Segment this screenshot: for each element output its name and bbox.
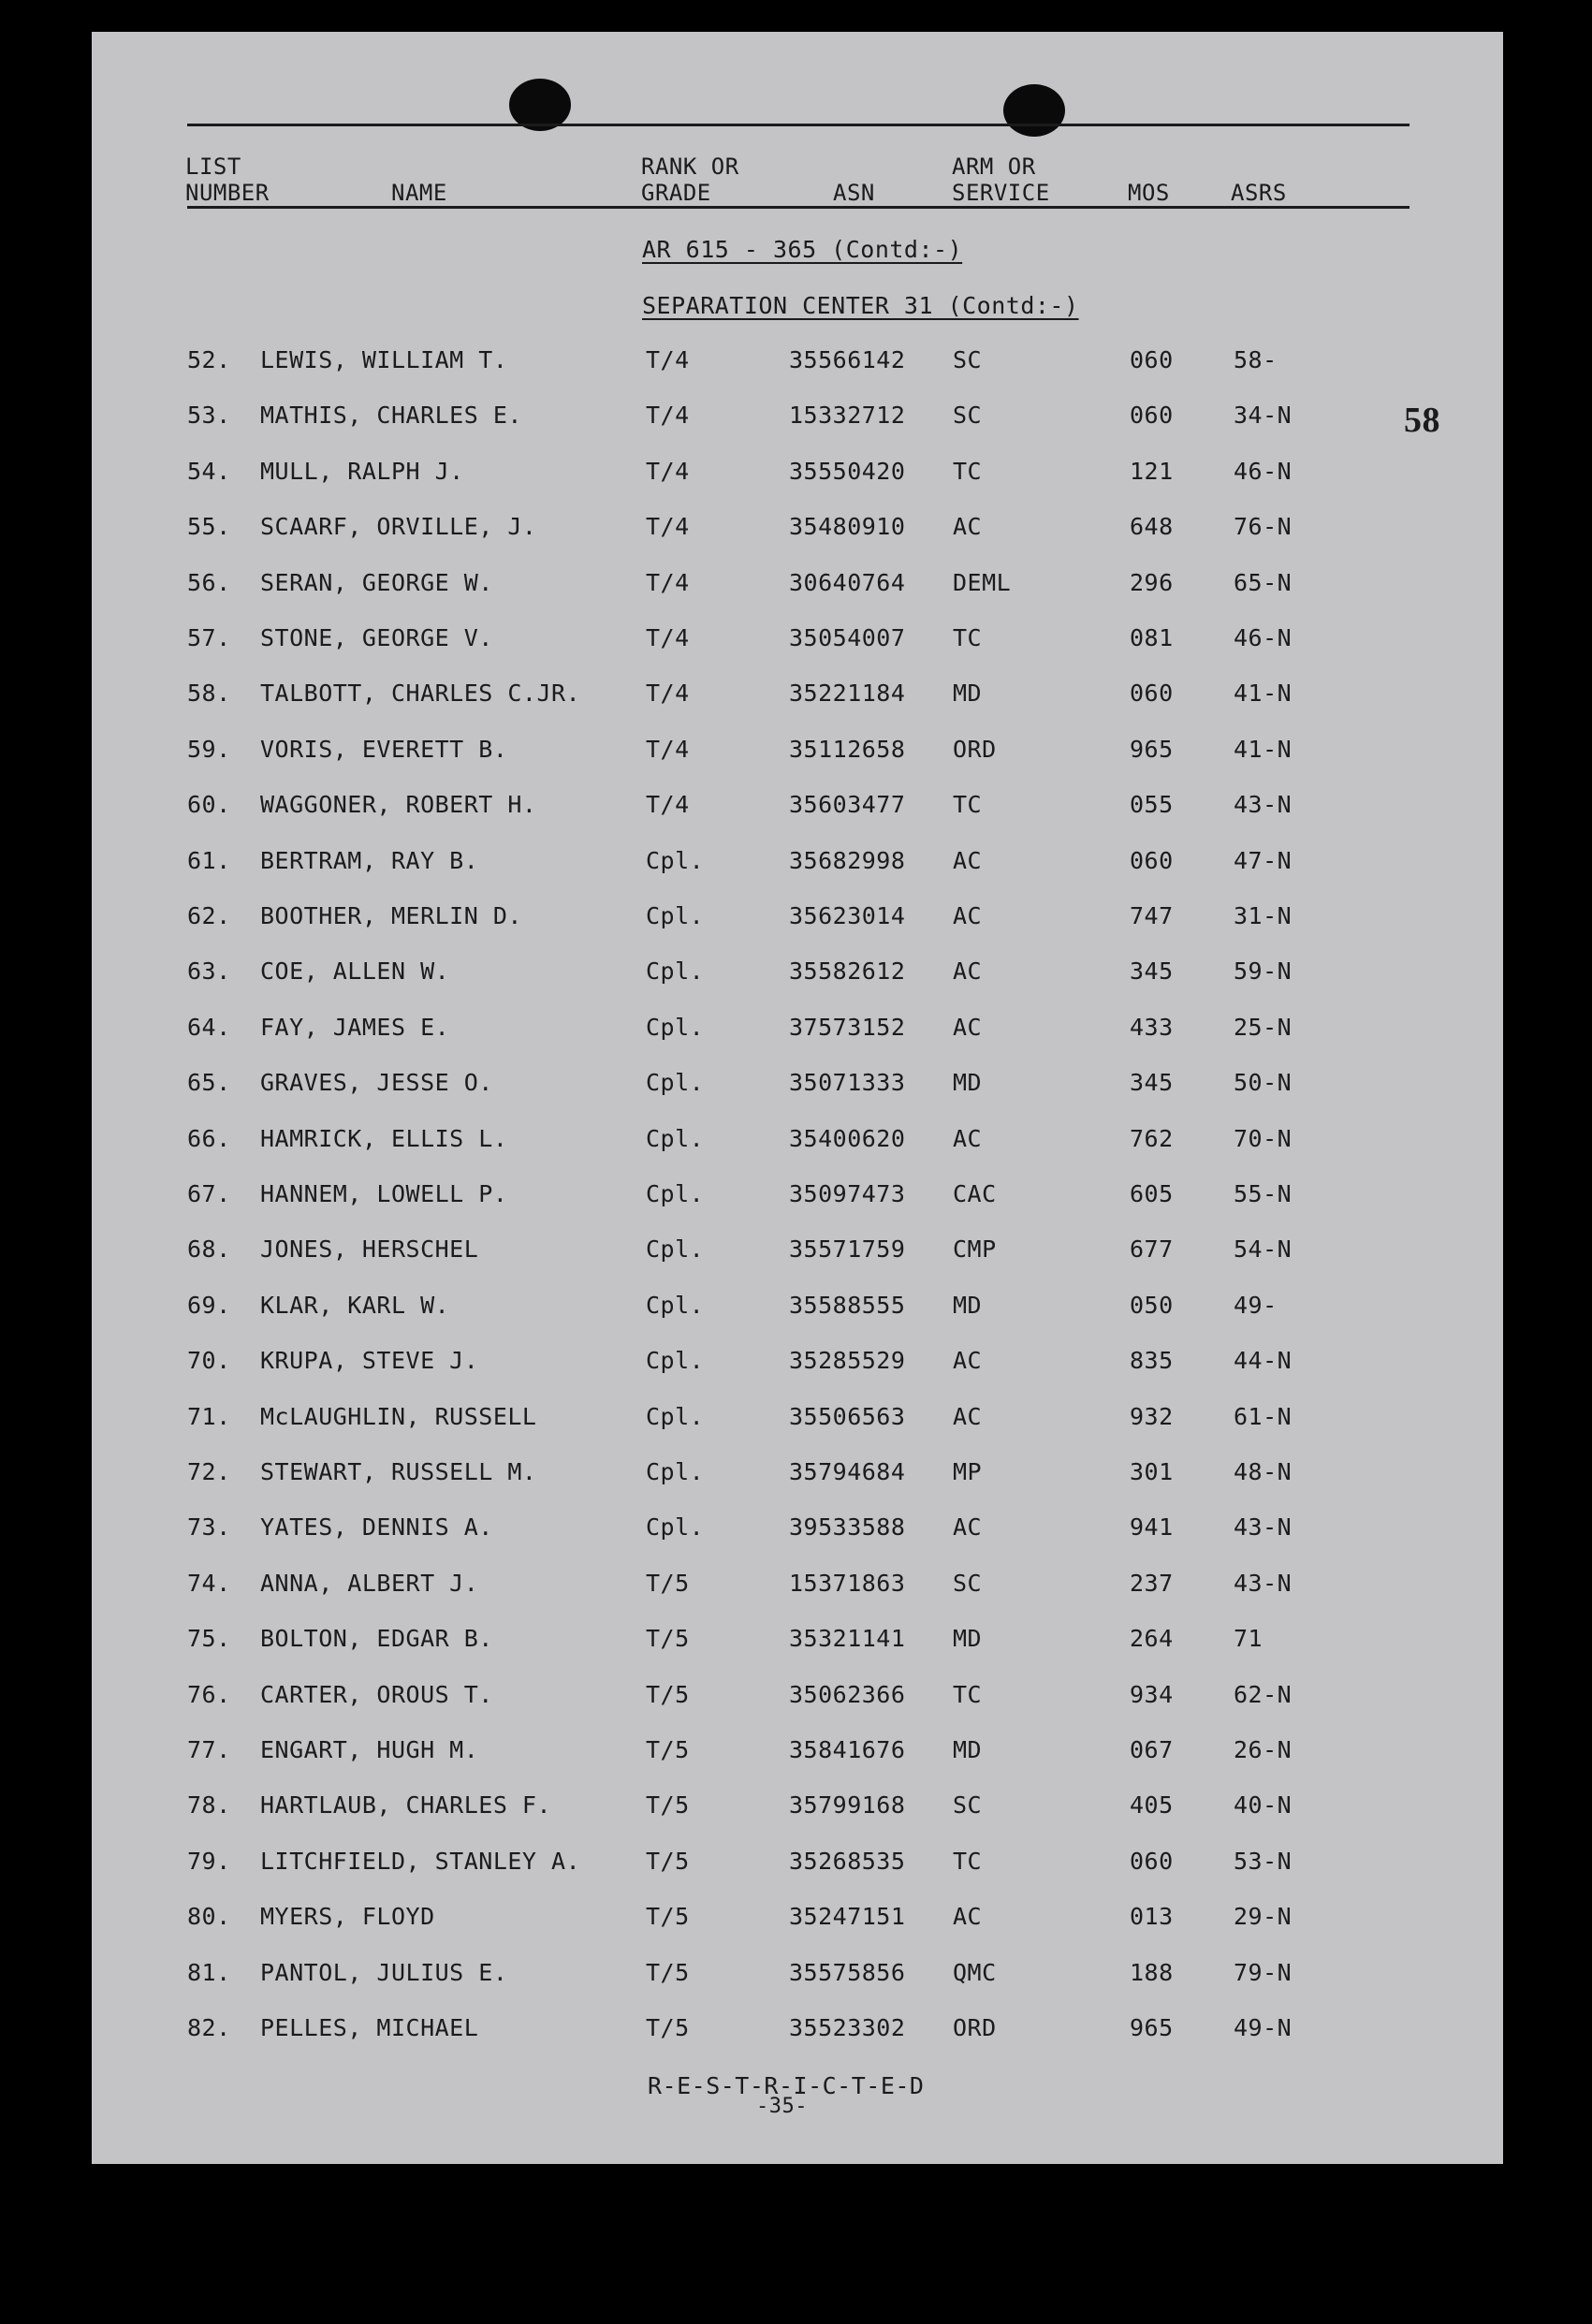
asrs-cell: 29-N <box>1234 1903 1293 1931</box>
asrs-cell: 41-N <box>1234 680 1293 708</box>
list-number-cell: 57. <box>187 624 231 651</box>
list-number-cell: 63. <box>187 957 231 986</box>
mos-cell: 121 <box>1130 457 1174 485</box>
table-row <box>0 1676 1592 1714</box>
rank-grade-cell: T/5 <box>646 1736 690 1763</box>
table-row <box>0 2010 1592 2047</box>
mos-cell: 345 <box>1130 1069 1174 1097</box>
list-number-cell: 71. <box>187 1402 231 1430</box>
list-number-cell: 74. <box>187 1569 231 1597</box>
asn-cell: 35682998 <box>789 846 906 874</box>
list-number-cell: 68. <box>187 1235 231 1264</box>
arm-service-cell: SC <box>953 1791 983 1820</box>
asn-cell: 35268535 <box>789 1847 906 1875</box>
table-row <box>0 1454 1592 1491</box>
table-row <box>0 898 1592 935</box>
mos-cell: 050 <box>1130 1291 1174 1319</box>
rank-grade-cell: Cpl. <box>646 1458 705 1485</box>
mos-cell: 081 <box>1130 624 1174 651</box>
list-number-cell: 67. <box>187 1180 231 1207</box>
asn-cell: 35523302 <box>789 2014 906 2041</box>
member-name-cell: MATHIS, CHARLES E. <box>260 402 522 430</box>
table-row <box>0 453 1592 490</box>
rank-grade-cell: T/5 <box>646 1569 690 1597</box>
member-name-cell: KRUPA, STEVE J. <box>260 1347 479 1375</box>
arm-service-cell: TC <box>953 1680 983 1708</box>
table-row <box>0 1287 1592 1324</box>
asrs-cell: 48-N <box>1234 1458 1293 1485</box>
table-row <box>0 953 1592 990</box>
member-name-cell: STEWART, RUSSELL M. <box>260 1458 537 1485</box>
member-name-cell: FAY, JAMES E. <box>260 1013 450 1041</box>
asrs-cell: 34-N <box>1234 402 1293 430</box>
list-number-cell: 58. <box>187 680 231 708</box>
rank-grade-cell: T/5 <box>646 2014 690 2041</box>
arm-service-cell: SC <box>953 402 983 430</box>
asrs-cell: 40-N <box>1234 1791 1293 1820</box>
rank-grade-cell: T/5 <box>646 1625 690 1653</box>
table-row <box>0 1787 1592 1824</box>
rank-grade-cell: T/5 <box>646 1791 690 1820</box>
asn-cell: 35054007 <box>789 624 906 651</box>
mos-cell: 965 <box>1130 2014 1174 2041</box>
list-number-cell: 75. <box>187 1625 231 1653</box>
table-row <box>0 1064 1592 1102</box>
arm-service-cell: AC <box>953 1013 983 1041</box>
member-name-cell: McLAUGHLIN, RUSSELL <box>260 1402 537 1430</box>
asn-cell: 35582612 <box>789 957 906 986</box>
list-number-cell: 79. <box>187 1847 231 1875</box>
list-number-cell: 76. <box>187 1680 231 1708</box>
asn-cell: 35794684 <box>789 1458 906 1485</box>
asn-cell: 35071333 <box>789 1069 906 1097</box>
asrs-cell: 76-N <box>1234 513 1293 541</box>
asrs-cell: 46-N <box>1234 457 1293 485</box>
table-row <box>0 1732 1592 1769</box>
asrs-cell: 44-N <box>1234 1347 1293 1375</box>
asn-cell: 35247151 <box>789 1903 906 1931</box>
rank-grade-cell: Cpl. <box>646 1013 705 1041</box>
table-row <box>0 1398 1592 1436</box>
asn-cell: 35221184 <box>789 680 906 708</box>
rank-grade-cell: Cpl. <box>646 1402 705 1430</box>
asrs-cell: 62-N <box>1234 1680 1293 1708</box>
table-row <box>0 1120 1592 1158</box>
asrs-cell: 41-N <box>1234 735 1293 763</box>
arm-service-cell: DEML <box>953 568 1012 596</box>
asn-cell: 35506563 <box>789 1402 906 1430</box>
mos-cell: 934 <box>1130 1680 1174 1708</box>
table-row <box>0 1843 1592 1880</box>
asrs-cell: 54-N <box>1234 1235 1293 1264</box>
mos-cell: 067 <box>1130 1736 1174 1763</box>
mos-cell: 060 <box>1130 680 1174 708</box>
list-number-cell: 54. <box>187 457 231 485</box>
list-number-cell: 70. <box>187 1347 231 1375</box>
arm-service-cell: ORD <box>953 735 997 763</box>
table-row <box>0 1509 1592 1546</box>
rank-grade-cell: T/5 <box>646 1958 690 1986</box>
asn-cell: 35841676 <box>789 1736 906 1763</box>
asn-cell: 35588555 <box>789 1291 906 1319</box>
mos-cell: 762 <box>1130 1124 1174 1152</box>
member-name-cell: PANTOL, JULIUS E. <box>260 1958 508 1986</box>
asn-cell: 37573152 <box>789 1013 906 1041</box>
member-name-cell: VORIS, EVERETT B. <box>260 735 508 763</box>
arm-service-cell: AC <box>953 1124 983 1152</box>
rank-grade-cell: T/4 <box>646 457 690 485</box>
regulation-heading: AR 615 - 365 (Contd:-) <box>642 236 963 263</box>
asrs-cell: 50-N <box>1234 1069 1293 1097</box>
asrs-cell: 26-N <box>1234 1736 1293 1763</box>
arm-service-cell: CAC <box>953 1180 997 1207</box>
arm-service-cell: AC <box>953 1513 983 1542</box>
table-row <box>0 675 1592 712</box>
top-rule <box>187 124 1409 126</box>
member-name-cell: HARTLAUB, CHARLES F. <box>260 1791 552 1820</box>
header-list: LIST <box>185 153 241 180</box>
list-number-cell: 81. <box>187 1958 231 1986</box>
list-number-cell: 64. <box>187 1013 231 1041</box>
member-name-cell: YATES, DENNIS A. <box>260 1513 493 1542</box>
asrs-cell: 65-N <box>1234 568 1293 596</box>
rank-grade-cell: T/4 <box>646 624 690 651</box>
arm-service-cell: AC <box>953 902 983 929</box>
member-name-cell: ENGART, HUGH M. <box>260 1736 479 1763</box>
member-name-cell: SCAARF, ORVILLE, J. <box>260 513 537 541</box>
rank-grade-cell: Cpl. <box>646 1291 705 1319</box>
restricted-footer: R-E-S-T-R-I-C-T-E-D <box>648 2072 925 2099</box>
arm-service-cell: TC <box>953 624 983 651</box>
member-name-cell: STONE, GEORGE V. <box>260 624 493 651</box>
rank-grade-cell: T/4 <box>646 513 690 541</box>
table-row <box>0 508 1592 546</box>
asn-cell: 35799168 <box>789 1791 906 1820</box>
asn-cell: 35112658 <box>789 735 906 763</box>
mos-cell: 345 <box>1130 957 1174 986</box>
rank-grade-cell: Cpl. <box>646 1180 705 1207</box>
list-number-cell: 82. <box>187 2014 231 2041</box>
list-number-cell: 60. <box>187 791 231 819</box>
mos-cell: 013 <box>1130 1903 1174 1931</box>
page-number-footer: -35- <box>756 2095 808 2118</box>
list-number-cell: 56. <box>187 568 231 596</box>
mos-cell: 237 <box>1130 1569 1174 1597</box>
mos-cell: 747 <box>1130 902 1174 929</box>
punch-hole-right <box>1003 84 1065 137</box>
asn-cell: 35400620 <box>789 1124 906 1152</box>
mos-cell: 055 <box>1130 791 1174 819</box>
mos-cell: 296 <box>1130 568 1174 596</box>
rank-grade-cell: Cpl. <box>646 902 705 929</box>
header-rule <box>187 206 1409 209</box>
header-arm: ARM OR <box>952 153 1036 180</box>
asrs-cell: 43-N <box>1234 1513 1293 1542</box>
member-name-cell: PELLES, MICHAEL <box>260 2014 479 2041</box>
member-name-cell: JONES, HERSCHEL <box>260 1235 479 1264</box>
list-number-cell: 72. <box>187 1458 231 1485</box>
separation-center-heading: SEPARATION CENTER 31 (Contd:-) <box>642 292 1079 319</box>
header-grade: GRADE <box>641 180 711 206</box>
rank-grade-cell: T/5 <box>646 1903 690 1931</box>
header-mos: MOS <box>1128 180 1170 206</box>
rank-grade-cell: Cpl. <box>646 1235 705 1264</box>
arm-service-cell: MD <box>953 680 983 708</box>
table-row <box>0 842 1592 880</box>
member-name-cell: HANNEM, LOWELL P. <box>260 1180 508 1207</box>
arm-service-cell: MD <box>953 1069 983 1097</box>
member-name-cell: BERTRAM, RAY B. <box>260 846 479 874</box>
table-row <box>0 620 1592 657</box>
arm-service-cell: AC <box>953 1402 983 1430</box>
mos-cell: 965 <box>1130 735 1174 763</box>
member-name-cell: KLAR, KARL W. <box>260 1291 450 1319</box>
mos-cell: 060 <box>1130 402 1174 430</box>
asn-cell: 35603477 <box>789 791 906 819</box>
table-row <box>0 397 1592 434</box>
asrs-cell: 71 <box>1234 1625 1263 1653</box>
list-number-cell: 78. <box>187 1791 231 1820</box>
table-row <box>0 1898 1592 1936</box>
table-row <box>0 1954 1592 1992</box>
list-number-cell: 66. <box>187 1124 231 1152</box>
header-number: NUMBER <box>185 180 270 206</box>
mos-cell: 433 <box>1130 1013 1174 1041</box>
list-number-cell: 53. <box>187 402 231 430</box>
member-name-cell: BOLTON, EDGAR B. <box>260 1625 493 1653</box>
arm-service-cell: MP <box>953 1458 983 1485</box>
mos-cell: 188 <box>1130 1958 1174 1986</box>
asrs-cell: 47-N <box>1234 846 1293 874</box>
asrs-cell: 70-N <box>1234 1124 1293 1152</box>
asn-cell: 35566142 <box>789 346 906 373</box>
asn-cell: 35321141 <box>789 1625 906 1653</box>
asn-cell: 35550420 <box>789 457 906 485</box>
member-name-cell: CARTER, OROUS T. <box>260 1680 493 1708</box>
rank-grade-cell: Cpl. <box>646 1347 705 1375</box>
arm-service-cell: MD <box>953 1736 983 1763</box>
arm-service-cell: AC <box>953 957 983 986</box>
arm-service-cell: AC <box>953 1903 983 1931</box>
member-name-cell: WAGGONER, ROBERT H. <box>260 791 537 819</box>
list-number-cell: 73. <box>187 1513 231 1542</box>
member-name-cell: COE, ALLEN W. <box>260 957 450 986</box>
asrs-cell: 49-N <box>1234 2014 1293 2041</box>
mos-cell: 060 <box>1130 1847 1174 1875</box>
table-row <box>0 1620 1592 1658</box>
rank-grade-cell: Cpl. <box>646 1513 705 1542</box>
asrs-cell: 46-N <box>1234 624 1293 651</box>
asn-cell: 35575856 <box>789 1958 906 1986</box>
asrs-cell: 31-N <box>1234 902 1293 929</box>
arm-service-cell: SC <box>953 1569 983 1597</box>
rank-grade-cell: Cpl. <box>646 846 705 874</box>
asrs-cell: 58- <box>1234 346 1278 373</box>
asrs-cell: 49- <box>1234 1291 1278 1319</box>
member-name-cell: LEWIS, WILLIAM T. <box>260 346 508 373</box>
margin-page-number: 58 <box>1404 401 1440 440</box>
rank-grade-cell: T/4 <box>646 735 690 763</box>
member-name-cell: HAMRICK, ELLIS L. <box>260 1124 508 1152</box>
rank-grade-cell: T/5 <box>646 1847 690 1875</box>
mos-cell: 605 <box>1130 1180 1174 1207</box>
header-asrs: ASRS <box>1231 180 1287 206</box>
arm-service-cell: AC <box>953 1347 983 1375</box>
table-row <box>0 564 1592 602</box>
rank-grade-cell: T/4 <box>646 791 690 819</box>
arm-service-cell: AC <box>953 846 983 874</box>
rank-grade-cell: T/5 <box>646 1680 690 1708</box>
list-number-cell: 65. <box>187 1069 231 1097</box>
rank-grade-cell: Cpl. <box>646 957 705 986</box>
table-row <box>0 786 1592 824</box>
asn-cell: 15371863 <box>789 1569 906 1597</box>
mos-cell: 301 <box>1130 1458 1174 1485</box>
member-name-cell: MYERS, FLOYD <box>260 1903 435 1931</box>
rank-grade-cell: T/4 <box>646 568 690 596</box>
asn-cell: 35285529 <box>789 1347 906 1375</box>
asn-cell: 35480910 <box>789 513 906 541</box>
asrs-cell: 61-N <box>1234 1402 1293 1430</box>
mos-cell: 060 <box>1130 846 1174 874</box>
arm-service-cell: AC <box>953 513 983 541</box>
asn-cell: 30640764 <box>789 568 906 596</box>
mos-cell: 060 <box>1130 346 1174 373</box>
asn-cell: 35623014 <box>789 902 906 929</box>
member-name-cell: LITCHFIELD, STANLEY A. <box>260 1847 581 1875</box>
mos-cell: 648 <box>1130 513 1174 541</box>
mos-cell: 405 <box>1130 1791 1174 1820</box>
arm-service-cell: QMC <box>953 1958 997 1986</box>
list-number-cell: 69. <box>187 1291 231 1319</box>
mos-cell: 932 <box>1130 1402 1174 1430</box>
rank-grade-cell: T/4 <box>646 680 690 708</box>
asrs-cell: 59-N <box>1234 957 1293 986</box>
arm-service-cell: MD <box>953 1291 983 1319</box>
asn-cell: 35062366 <box>789 1680 906 1708</box>
asn-cell: 35571759 <box>789 1235 906 1264</box>
member-name-cell: ANNA, ALBERT J. <box>260 1569 479 1597</box>
list-number-cell: 59. <box>187 735 231 763</box>
member-name-cell: TALBOTT, CHARLES C.JR. <box>260 680 581 708</box>
rank-grade-cell: T/4 <box>646 402 690 430</box>
arm-service-cell: TC <box>953 791 983 819</box>
mos-cell: 941 <box>1130 1513 1174 1542</box>
header-asn: ASN <box>833 180 875 206</box>
table-row <box>0 1231 1592 1268</box>
member-name-cell: SERAN, GEORGE W. <box>260 568 493 596</box>
table-row <box>0 1009 1592 1046</box>
arm-service-cell: CMP <box>953 1235 997 1264</box>
arm-service-cell: TC <box>953 457 983 485</box>
list-number-cell: 61. <box>187 846 231 874</box>
asrs-cell: 25-N <box>1234 1013 1293 1041</box>
asn-cell: 35097473 <box>789 1180 906 1207</box>
member-name-cell: GRAVES, JESSE O. <box>260 1069 493 1097</box>
table-row <box>0 731 1592 768</box>
asn-cell: 15332712 <box>789 402 906 430</box>
asrs-cell: 53-N <box>1234 1847 1293 1875</box>
list-number-cell: 55. <box>187 513 231 541</box>
table-row <box>0 342 1592 379</box>
rank-grade-cell: Cpl. <box>646 1069 705 1097</box>
table-row <box>0 1342 1592 1380</box>
list-number-cell: 62. <box>187 902 231 929</box>
asn-cell: 39533588 <box>789 1513 906 1542</box>
arm-service-cell: MD <box>953 1625 983 1653</box>
arm-service-cell: TC <box>953 1847 983 1875</box>
mos-cell: 677 <box>1130 1235 1174 1264</box>
mos-cell: 264 <box>1130 1625 1174 1653</box>
arm-service-cell: SC <box>953 346 983 373</box>
list-number-cell: 52. <box>187 346 231 373</box>
rank-grade-cell: Cpl. <box>646 1124 705 1152</box>
asrs-cell: 43-N <box>1234 1569 1293 1597</box>
asrs-cell: 55-N <box>1234 1180 1293 1207</box>
member-name-cell: MULL, RALPH J. <box>260 457 464 485</box>
member-name-cell: BOOTHER, MERLIN D. <box>260 902 522 929</box>
list-number-cell: 77. <box>187 1736 231 1763</box>
header-name: NAME <box>391 180 447 206</box>
asrs-cell: 43-N <box>1234 791 1293 819</box>
table-row <box>0 1565 1592 1602</box>
list-number-cell: 80. <box>187 1903 231 1931</box>
asrs-cell: 79-N <box>1234 1958 1293 1986</box>
header-rank: RANK OR <box>641 153 739 180</box>
header-service: SERVICE <box>952 180 1050 206</box>
table-row <box>0 1176 1592 1213</box>
rank-grade-cell: T/4 <box>646 346 690 373</box>
arm-service-cell: ORD <box>953 2014 997 2041</box>
mos-cell: 835 <box>1130 1347 1174 1375</box>
